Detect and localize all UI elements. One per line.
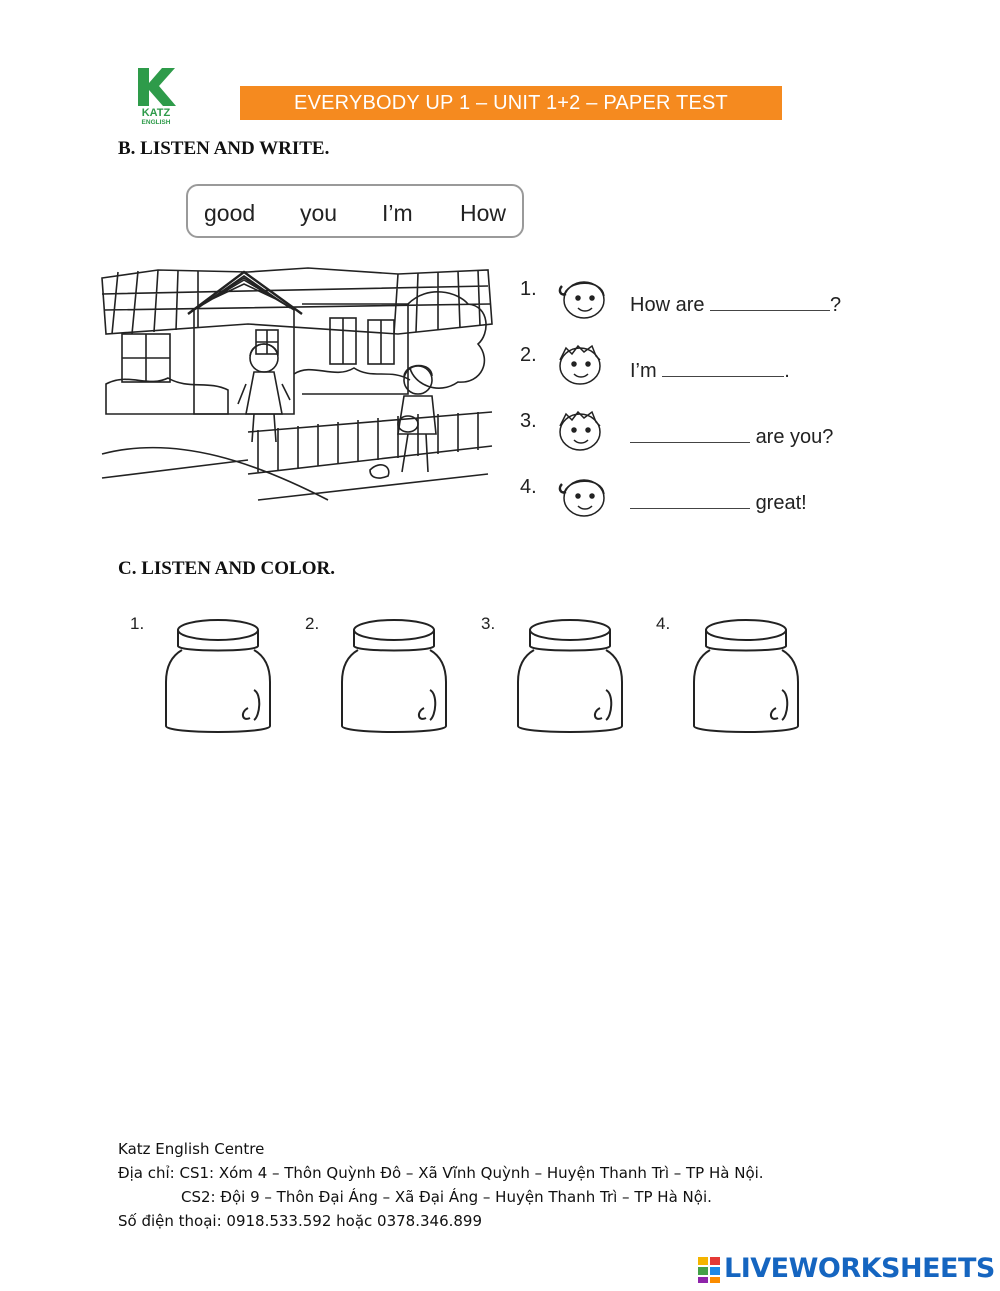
boy-face-icon [548, 340, 610, 388]
answer-blank-4[interactable] [630, 490, 750, 509]
jar-number: 4. [656, 614, 671, 633]
street-scene-illustration [98, 264, 494, 504]
question-number: 2. [520, 344, 537, 366]
katz-english-logo [132, 66, 182, 126]
question-number: 1. [520, 278, 537, 300]
jar-number: 2. [305, 614, 320, 633]
word-bank-item: you [300, 200, 338, 226]
boy-face-icon [548, 406, 610, 454]
jar-icon[interactable] [692, 616, 804, 738]
liveworksheets-text: LIVEWORKSHEETS [724, 1253, 995, 1284]
footer-address-2: CS2: Đội 9 – Thôn Đại Áng – Xã Đại Áng – Huyện Thanh Trì – TP Hà Nội. [181, 1188, 712, 1206]
question-3-text: are you? [630, 424, 833, 449]
word-bank-item: I’m [382, 200, 413, 226]
word-bank [186, 184, 524, 238]
section-b-heading: B. LISTEN AND WRITE. [118, 138, 330, 159]
question-number: 3. [520, 410, 537, 432]
question-2-text: I’m . [630, 360, 790, 382]
section-c-heading: C. LISTEN AND COLOR. [118, 558, 335, 579]
answer-blank-3[interactable] [630, 424, 750, 443]
footer-centre-name: Katz English Centre [118, 1140, 265, 1158]
liveworksheets-watermark [698, 1253, 998, 1285]
jar-number: 3. [481, 614, 496, 633]
jar-icon[interactable] [516, 616, 628, 738]
svg-text:ENGLISH: ENGLISH [141, 119, 171, 126]
jar-icon[interactable] [340, 616, 452, 738]
title-banner [240, 86, 782, 120]
liveworksheets-icon [698, 1255, 722, 1285]
question-4-text: great! [630, 490, 807, 515]
word-bank-item: good [204, 200, 256, 226]
footer-phone: Số điện thoại: 0918.533.592 hoặc 0378.346.899 [118, 1212, 483, 1230]
answer-blank-2[interactable] [662, 358, 784, 377]
word-bank-item: How [460, 200, 507, 226]
answer-blank-1[interactable] [710, 292, 830, 311]
girl-face-icon [548, 472, 610, 520]
question-1-text: How are ? [630, 294, 842, 316]
footer-address-1: Địa chỉ: CS1: Xóm 4 – Thôn Quỳnh Đô – Xã Vĩnh Quỳnh – Huyện Thanh Trì – TP Hà Nội. [118, 1164, 764, 1182]
girl-face-icon [548, 274, 610, 322]
jar-icon[interactable] [164, 616, 276, 738]
jar-number: 1. [130, 614, 145, 633]
svg-text:KATZ: KATZ [141, 107, 171, 119]
page-title: EVERYBODY UP 1 – UNIT 1+2 – PAPER TEST [294, 91, 728, 114]
question-number: 4. [520, 476, 537, 498]
